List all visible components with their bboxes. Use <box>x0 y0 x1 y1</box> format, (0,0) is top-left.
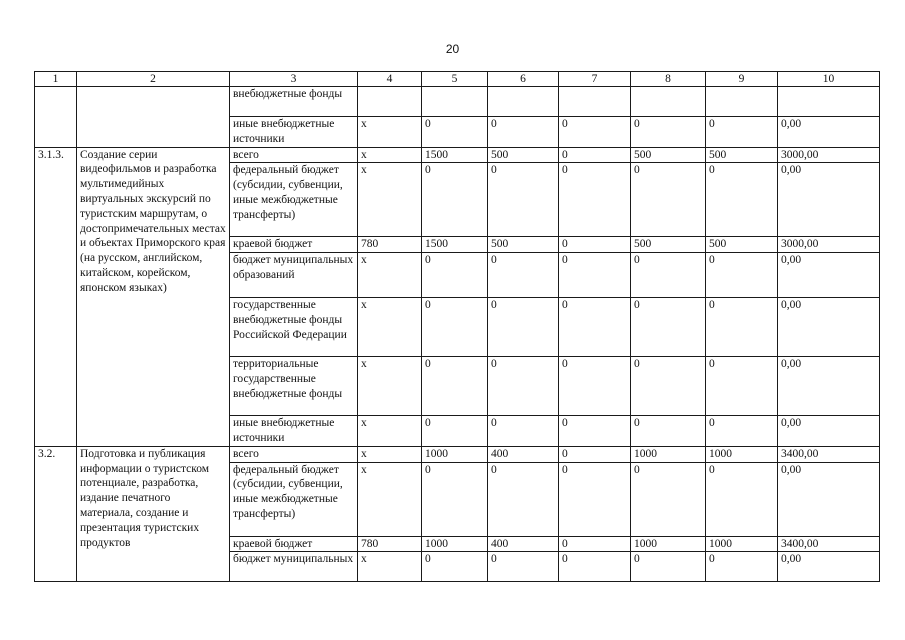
value-c10: 0,00 <box>778 552 880 582</box>
funding-source: бюджет муниципальных <box>230 552 358 582</box>
value-c7: 0 <box>559 237 631 253</box>
col-header-8: 8 <box>631 72 706 87</box>
value-c6: 500 <box>488 147 559 163</box>
value-c7: 0 <box>559 536 631 552</box>
value-c8: 1000 <box>631 446 706 462</box>
value-c9: 0 <box>706 357 778 416</box>
value-c7: 0 <box>559 446 631 462</box>
table-body <box>35 87 880 582</box>
funding-source: иные внебюджетные источники <box>230 117 358 148</box>
value-c5 <box>422 87 488 117</box>
value-c9: 0 <box>706 253 778 298</box>
value-c7: 0 <box>559 147 631 163</box>
value-c5: 0 <box>422 462 488 536</box>
value-c5: 0 <box>422 357 488 416</box>
value-c6 <box>488 87 559 117</box>
value-c9: 0 <box>706 462 778 536</box>
funding-source: всего <box>230 147 358 163</box>
value-c10: 0,00 <box>778 117 880 148</box>
funding-source: краевой бюджет <box>230 536 358 552</box>
value-c7: 0 <box>559 462 631 536</box>
value-c6: 0 <box>488 462 559 536</box>
budget-table <box>34 71 880 582</box>
value-c10: 0,00 <box>778 163 880 237</box>
value-c5: 1500 <box>422 147 488 163</box>
table-row <box>35 147 880 163</box>
value-c6: 0 <box>488 253 559 298</box>
value-c4: х <box>358 357 422 416</box>
value-c6: 0 <box>488 117 559 148</box>
value-c9: 0 <box>706 552 778 582</box>
value-c4: х <box>358 416 422 447</box>
col-header-7: 7 <box>559 72 631 87</box>
value-c6: 400 <box>488 536 559 552</box>
value-c9: 0 <box>706 163 778 237</box>
value-c9: 500 <box>706 147 778 163</box>
value-c6: 0 <box>488 357 559 416</box>
value-c10: 0,00 <box>778 298 880 357</box>
value-c5: 0 <box>422 253 488 298</box>
col-header-9: 9 <box>706 72 778 87</box>
value-c8: 0 <box>631 253 706 298</box>
value-c8: 500 <box>631 147 706 163</box>
value-c6: 0 <box>488 416 559 447</box>
value-c8: 0 <box>631 298 706 357</box>
funding-source: территориальные государственные внебюджетные фонды <box>230 357 358 416</box>
value-c8: 1000 <box>631 536 706 552</box>
value-c4: х <box>358 147 422 163</box>
col-header-3: 3 <box>230 72 358 87</box>
value-c9: 1000 <box>706 536 778 552</box>
funding-source: бюджет муниципальных образований <box>230 253 358 298</box>
value-c8: 0 <box>631 117 706 148</box>
value-c5: 0 <box>422 117 488 148</box>
value-c5: 0 <box>422 163 488 237</box>
funding-source: внебюджетные фонды <box>230 87 358 117</box>
value-c10: 0,00 <box>778 357 880 416</box>
funding-source: федеральный бюджет (субсидии, субвенции, иные межбюджетные трансферты) <box>230 163 358 237</box>
measure-code: 3.2. <box>35 446 77 582</box>
value-c4 <box>358 87 422 117</box>
value-c8: 0 <box>631 357 706 416</box>
funding-source: федеральный бюджет (субсидии, субвенции, иные межбюджетные трансферты) <box>230 462 358 536</box>
value-c5: 1000 <box>422 446 488 462</box>
value-c9: 0 <box>706 298 778 357</box>
value-c8: 0 <box>631 552 706 582</box>
value-c4: х <box>358 117 422 148</box>
table-row <box>35 87 880 117</box>
col-header-6: 6 <box>488 72 559 87</box>
col-header-10: 10 <box>778 72 880 87</box>
value-c7: 0 <box>559 552 631 582</box>
col-header-5: 5 <box>422 72 488 87</box>
value-c7: 0 <box>559 298 631 357</box>
measure-code: 3.1.3. <box>35 147 77 446</box>
value-c5: 0 <box>422 552 488 582</box>
value-c8: 0 <box>631 163 706 237</box>
value-c5: 1500 <box>422 237 488 253</box>
value-c4: х <box>358 462 422 536</box>
value-c5: 1000 <box>422 536 488 552</box>
funding-source: краевой бюджет <box>230 237 358 253</box>
value-c7: 0 <box>559 416 631 447</box>
header-row <box>35 72 880 87</box>
value-c7 <box>559 87 631 117</box>
value-c9: 500 <box>706 237 778 253</box>
value-c10: 0,00 <box>778 253 880 298</box>
value-c6: 0 <box>488 552 559 582</box>
value-c6: 500 <box>488 237 559 253</box>
value-c4: х <box>358 253 422 298</box>
col-header-4: 4 <box>358 72 422 87</box>
col-header-2: 2 <box>77 72 230 87</box>
value-c9 <box>706 87 778 117</box>
value-c6: 0 <box>488 298 559 357</box>
col-header-1: 1 <box>35 72 77 87</box>
measure-name <box>77 87 230 148</box>
value-c4: х <box>358 446 422 462</box>
table-row <box>35 446 880 462</box>
measure-name: Создание серии видеофильмов и разработка мультимедийных виртуальных экскурсий по туристским маршрутам, о достопримечательных местах и объектах Приморского края (на русском, английском, китайском, корейском, японском языках) <box>77 147 230 446</box>
measure-code <box>35 87 77 148</box>
funding-source: всего <box>230 446 358 462</box>
value-c10: 0,00 <box>778 416 880 447</box>
value-c9: 1000 <box>706 446 778 462</box>
value-c7: 0 <box>559 163 631 237</box>
value-c5: 0 <box>422 416 488 447</box>
measure-name: Подготовка и публикация информации о туристском потенциале, разработка, издание печатного материала, создание и презентация туристских продуктов <box>77 446 230 582</box>
value-c9: 0 <box>706 416 778 447</box>
value-c8 <box>631 87 706 117</box>
value-c10: 3400,00 <box>778 446 880 462</box>
value-c10 <box>778 87 880 117</box>
value-c7: 0 <box>559 357 631 416</box>
value-c8: 0 <box>631 462 706 536</box>
value-c8: 0 <box>631 416 706 447</box>
value-c4: х <box>358 163 422 237</box>
value-c8: 500 <box>631 237 706 253</box>
value-c4: х <box>358 298 422 357</box>
value-c10: 0,00 <box>778 462 880 536</box>
value-c6: 400 <box>488 446 559 462</box>
value-c6: 0 <box>488 163 559 237</box>
value-c5: 0 <box>422 298 488 357</box>
value-c10: 3000,00 <box>778 237 880 253</box>
value-c10: 3000,00 <box>778 147 880 163</box>
value-c7: 0 <box>559 117 631 148</box>
value-c10: 3400,00 <box>778 536 880 552</box>
value-c4: 780 <box>358 536 422 552</box>
value-c9: 0 <box>706 117 778 148</box>
value-c4: х <box>358 552 422 582</box>
funding-source: государственные внебюджетные фонды Российской Федерации <box>230 298 358 357</box>
value-c4: 780 <box>358 237 422 253</box>
funding-source: иные внебюджетные источники <box>230 416 358 447</box>
page-number: 20 <box>445 42 460 56</box>
value-c7: 0 <box>559 253 631 298</box>
